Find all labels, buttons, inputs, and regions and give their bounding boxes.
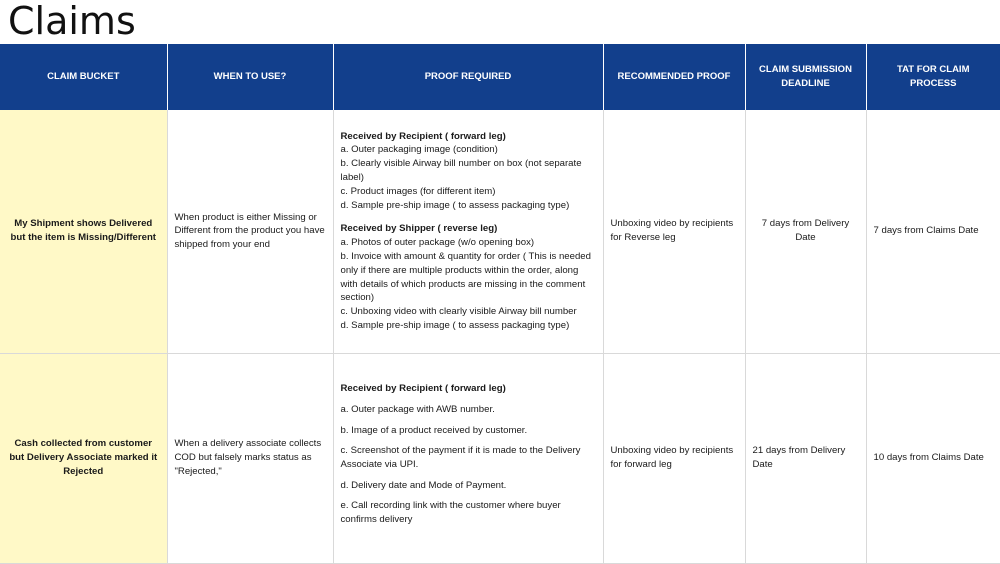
proof-required-cell bbox=[333, 353, 603, 563]
header-when-to-use: WHEN TO USE? bbox=[167, 44, 333, 110]
claim-bucket-cell: Cash collected from customer but Delivery Associate marked it Rejected bbox=[0, 353, 167, 563]
proof-item: c. Product images (for different item) bbox=[340, 185, 496, 197]
table-row bbox=[0, 110, 1000, 353]
tat-cell: 7 days from Claims Date bbox=[866, 110, 1000, 353]
proof-group-title: Received by Shipper ( reverse leg) bbox=[340, 223, 498, 235]
proof-group-title: Received by Recipient ( forward leg) bbox=[340, 383, 506, 395]
proof-required-cell bbox=[333, 110, 603, 353]
proof-item: d. Sample pre-ship image ( to assess packaging type) bbox=[340, 199, 570, 211]
proof-item: a. Outer packaging image (condition) bbox=[340, 144, 498, 156]
header-claim-bucket: CLAIM BUCKET bbox=[0, 44, 167, 110]
recommended-proof-cell: Unboxing video by recipients for Reverse leg bbox=[603, 110, 745, 353]
proof-item: a. Outer package with AWB number. bbox=[340, 404, 495, 416]
when-to-use-cell: When product is either Missing or Different from the product you have shipped from your end bbox=[167, 110, 333, 353]
proof-item: d. Sample pre-ship image ( to assess packaging type) bbox=[340, 320, 570, 332]
proof-item: b. Clearly visible Airway bill number on box (not separate label) bbox=[340, 158, 582, 184]
claims-table bbox=[0, 44, 1000, 564]
proof-item: e. Call recording link with the customer where buyer confirms delivery bbox=[340, 500, 561, 525]
proof-item: c. Unboxing video with clearly visible Airway bill number bbox=[340, 306, 577, 318]
when-to-use-cell: When a delivery associate collects COD but falsely marks status as "Rejected," bbox=[167, 353, 333, 563]
claim-bucket-cell: My Shipment shows Delivered but the item is Missing/Different bbox=[0, 110, 167, 353]
tat-cell: 10 days from Claims Date bbox=[866, 353, 1000, 563]
header-proof-required: PROOF REQUIRED bbox=[333, 44, 603, 110]
proof-item: b. Invoice with amount & quantity for order ( This is needed only if there are multiple products within the order, along with details of which products are missing in the comment section) bbox=[340, 251, 591, 304]
proof-group-title: Received by Recipient ( forward leg) bbox=[340, 130, 506, 142]
proof-item: b. Image of a product received by customer. bbox=[340, 424, 528, 436]
proof-item: c. Screenshot of the payment if it is made to the Delivery Associate via UPI. bbox=[340, 445, 581, 470]
header-tat-for-claim-process: TAT FOR CLAIM PROCESS bbox=[866, 44, 1000, 110]
recommended-proof-cell: Unboxing video by recipients for forward leg bbox=[603, 353, 745, 563]
header-recommended-proof: RECOMMENDED PROOF bbox=[603, 44, 745, 110]
page-title: Claims bbox=[8, 0, 136, 43]
header-claim-submission-deadline: CLAIM SUBMISSION DEADLINE bbox=[745, 44, 866, 110]
submission-deadline-cell: 21 days from Delivery Date bbox=[745, 353, 866, 563]
table-row bbox=[0, 353, 1000, 563]
proof-item: a. Photos of outer package (w/o opening box) bbox=[340, 237, 535, 249]
submission-deadline-cell: 7 days from Delivery Date bbox=[745, 110, 866, 353]
table-header-row bbox=[0, 44, 1000, 110]
proof-item: d. Delivery date and Mode of Payment. bbox=[340, 479, 507, 491]
